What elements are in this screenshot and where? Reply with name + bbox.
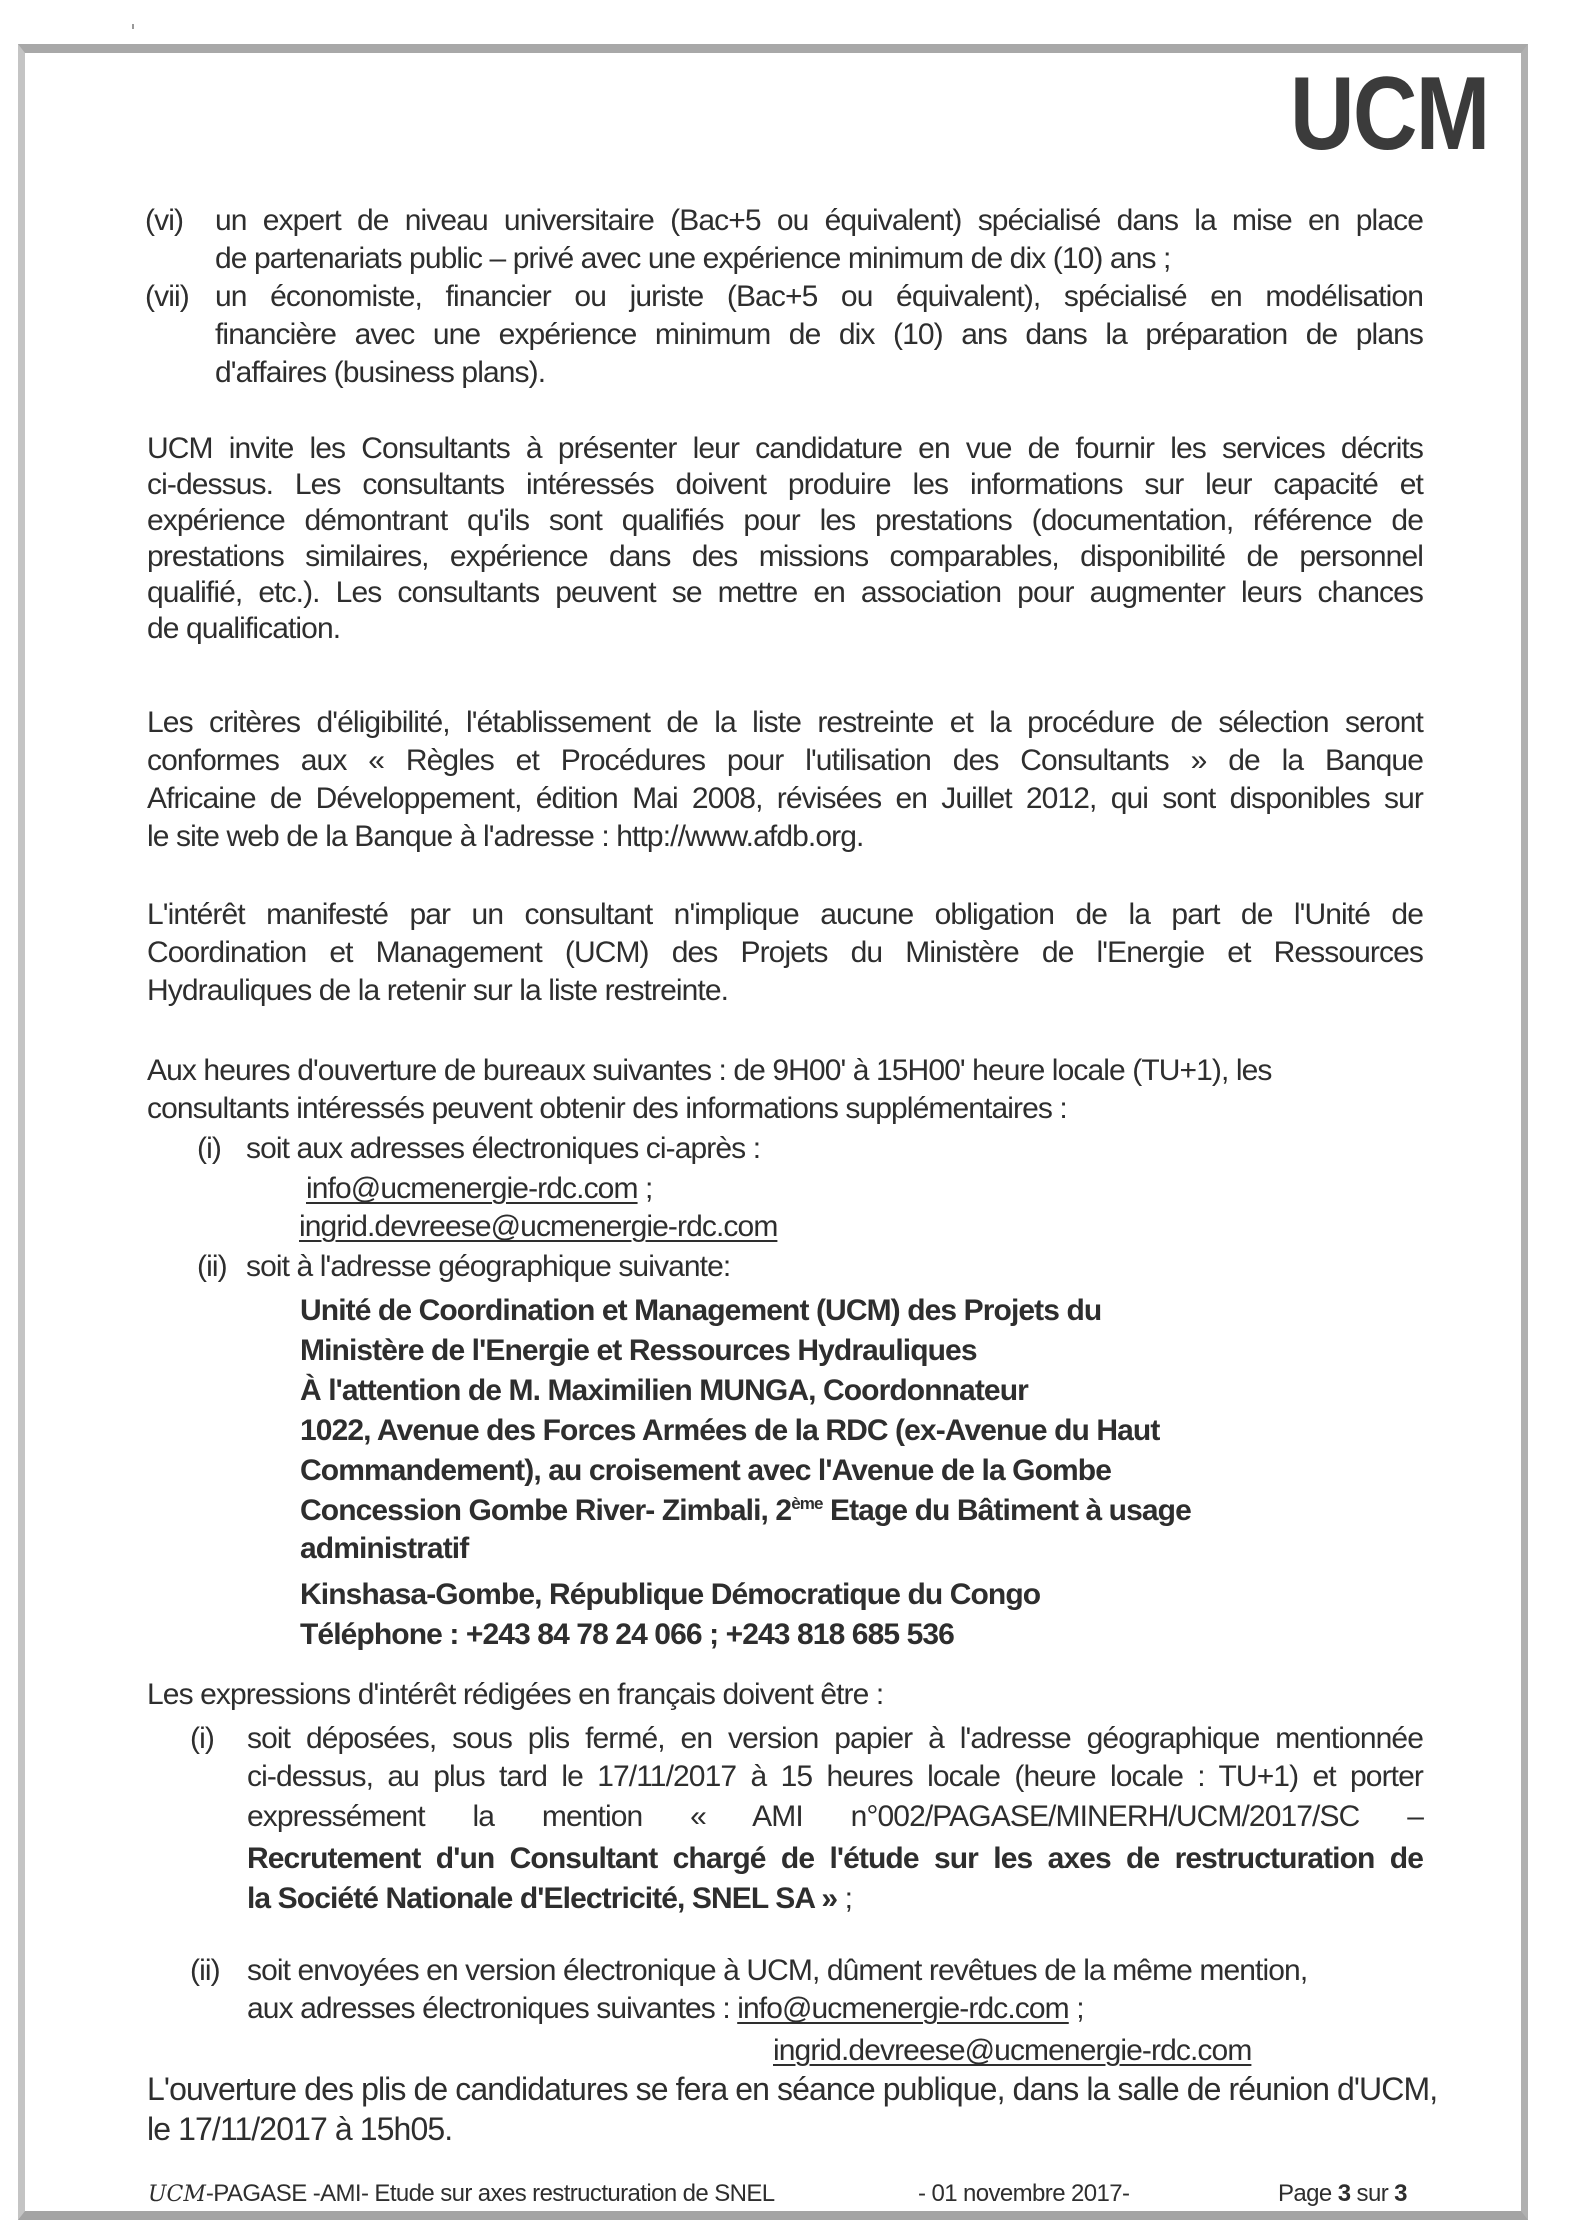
text-line: Aux heures d'ouverture de bureaux suivantes : de 9H00' à 15H00' heure locale (TU+1), les xyxy=(147,1054,1272,1087)
separator: ; xyxy=(1068,1992,1084,2025)
text-line: UCM invite les Consultants à présenter leur candidature en vue de fournir les services décrits xyxy=(147,432,1423,465)
text-line: d'affaires (business plans). xyxy=(215,356,546,389)
text-line: soit envoyées en version électronique à UCM, dûment revêtues de la même mention, xyxy=(247,1954,1308,1987)
text-line: qualifié, etc.). Les consultants peuvent se mettre en association pour augmenter leurs chances xyxy=(147,576,1423,609)
bold-mention-line xyxy=(247,1882,852,1916)
page-total: 3 xyxy=(1394,2180,1407,2207)
page-label: Page xyxy=(1278,2180,1338,2207)
text: aux adresses électroniques suivantes : xyxy=(247,1992,738,2025)
text-line xyxy=(247,1992,1084,2026)
text-line: conformes aux « Règles et Procédures pour l'utilisation des Consultants » de la Banque xyxy=(147,744,1423,777)
scan-speck xyxy=(132,24,134,29)
text-line: ci-dessus, au plus tard le 17/11/2017 à 15 heures locale (heure locale : TU+1) et porter xyxy=(247,1760,1423,1793)
text-line: le 17/11/2017 à 15h05. xyxy=(147,2111,453,2147)
text-line: Hydrauliques de la retenir sur la liste restreinte. xyxy=(147,974,729,1007)
page-current: 3 xyxy=(1337,2180,1351,2207)
text-line: financière avec une expérience minimum de dix (10) ans dans la préparation de plans xyxy=(215,318,1423,351)
email-link-ingrid[interactable]: ingrid.devreese@ucmenergie-rdc.com xyxy=(299,1210,778,1243)
text-line: expressément la mention « AMI n°002/PAGASE/MINERH/UCM/2017/SC – xyxy=(247,1800,1423,1833)
address-line: Unité de Coordination et Management (UCM) des Projets du xyxy=(300,1294,1102,1327)
email-line xyxy=(299,1210,777,1244)
page-label: sur xyxy=(1350,2180,1395,2207)
list-marker: (i) xyxy=(197,1132,221,1165)
text-line: Les critères d'éligibilité, l'établissement de la liste restreinte et la procédure de sélection seront xyxy=(147,706,1423,739)
text-line: soit déposées, sous plis fermé, en version papier à l'adresse géographique mentionnée xyxy=(247,1722,1423,1755)
address-line xyxy=(300,1494,1191,1528)
text-line: soit à l'adresse géographique suivante: xyxy=(246,1250,731,1283)
separator: ; xyxy=(837,1882,853,1915)
footer-page-number xyxy=(1278,2180,1407,2208)
text-line: un expert de niveau universitaire (Bac+5 ou équivalent) spécialisé dans la mise en place xyxy=(215,204,1423,237)
list-marker: (vi) xyxy=(145,204,184,237)
list-marker: (ii) xyxy=(190,1954,220,1987)
text-line: Coordination et Management (UCM) des Projets du Ministère de l'Energie et Ressources xyxy=(147,936,1423,969)
email-link-info[interactable]: info@ucmenergie-rdc.com xyxy=(737,1992,1069,2025)
address-line: Commandement), au croisement avec l'Avenue de la Gombe xyxy=(300,1454,1112,1487)
email-line xyxy=(306,1172,652,1206)
address-line: Ministère de l'Energie et Ressources Hydrauliques xyxy=(300,1334,977,1367)
address-line: 1022, Avenue des Forces Armées de la RDC (ex-Avenue du Haut xyxy=(300,1414,1160,1447)
text-line: consultants intéressés peuvent obtenir des informations supplémentaires : xyxy=(147,1092,1067,1125)
text-line: L'ouverture des plis de candidatures se fera en séance publique, dans la salle de réunion d'UCM, xyxy=(147,2071,1438,2107)
address-line: Kinshasa-Gombe, République Démocratique du Congo xyxy=(300,1578,1041,1611)
address-line: À l'attention de M. Maximilien MUNGA, Coordonnateur xyxy=(300,1374,1028,1407)
list-marker: (ii) xyxy=(197,1250,227,1283)
text-line: soit aux adresses électroniques ci-après : xyxy=(246,1132,761,1165)
text-line: expérience démontrant qu'ils sont qualifiés pour les prestations (documentation, référence de xyxy=(147,504,1423,537)
ucm-logo: UCM xyxy=(1290,56,1489,172)
phone-line: Téléphone : +243 84 78 24 066 ; +243 818 685 536 xyxy=(300,1618,954,1651)
email-link-ingrid[interactable]: ingrid.devreese@ucmenergie-rdc.com xyxy=(773,2034,1252,2067)
text-line: de qualification. xyxy=(147,612,341,645)
text-line: un économiste, financier ou juriste (Bac+5 ou équivalent), spécialisé en modélisation xyxy=(215,280,1423,313)
text-line: Africaine de Développement, édition Mai 2008, révisées en Juillet 2012, qui sont disponibles sur xyxy=(147,782,1423,815)
superscript: ème xyxy=(791,1494,823,1513)
handwritten-ucm: UCM xyxy=(148,2182,206,2207)
text-line: Les expressions d'intérêt rédigées en français doivent être : xyxy=(147,1678,884,1711)
footer-ref-text: -PAGASE -AMI- Etude sur axes restructuration de SNEL xyxy=(205,2180,775,2207)
email-link-info[interactable]: info@ucmenergie-rdc.com xyxy=(306,1172,638,1205)
footer-reference xyxy=(148,2180,775,2209)
address-line: administratif xyxy=(300,1532,469,1565)
bold-text: la Société Nationale d'Electricité, SNEL SA » xyxy=(247,1882,838,1915)
text-line: L'intérêt manifesté par un consultant n'implique aucune obligation de la part de l'Unité de xyxy=(147,898,1423,931)
list-marker: (i) xyxy=(190,1722,214,1755)
list-marker: (vii) xyxy=(145,280,189,313)
address-text: Etage du Bâtiment à usage xyxy=(822,1494,1191,1527)
address-text: Concession Gombe River- Zimbali, 2 xyxy=(300,1494,792,1527)
email-line xyxy=(773,2034,1251,2068)
text-line: de partenariats public – privé avec une expérience minimum de dix (10) ans ; xyxy=(215,242,1171,275)
text-line: ci-dessus. Les consultants intéressés doivent produire les informations sur leur capacité et xyxy=(147,468,1423,501)
bold-mention-line: Recrutement d'un Consultant chargé de l'étude sur les axes de restructuration de xyxy=(247,1842,1423,1875)
text-line: le site web de la Banque à l'adresse : http://www.afdb.org. xyxy=(147,820,864,853)
text-line: prestations similaires, expérience dans des missions comparables, disponibilité de personnel xyxy=(147,540,1423,573)
separator: ; xyxy=(637,1172,653,1205)
footer-date: - 01 novembre 2017- xyxy=(918,2180,1130,2207)
